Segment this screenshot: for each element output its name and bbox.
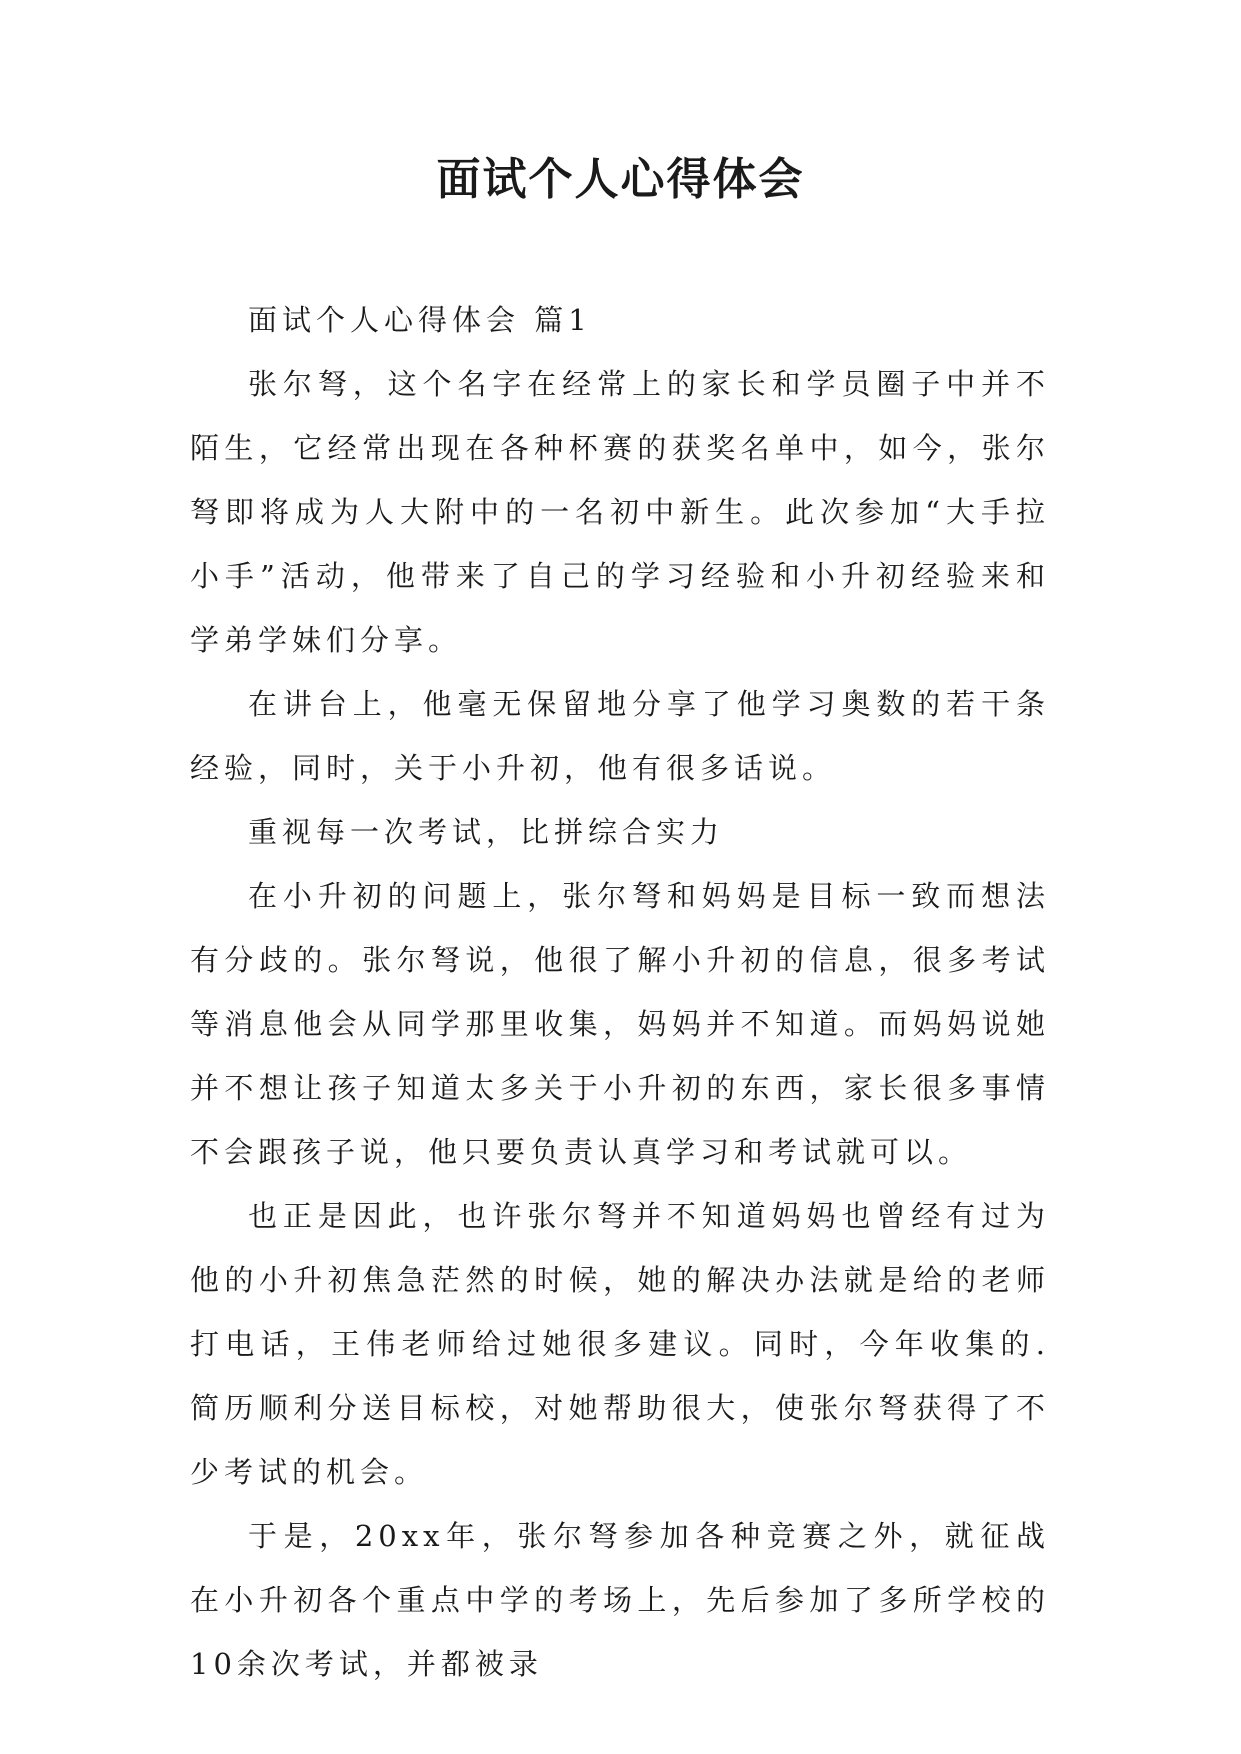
- paragraph: 于是，20xx年，张尔弩参加各种竞赛之外，就征战在小升初各个重点中学的考场上，先后参加了多所学校的10余次考试，并都被录: [190, 1519, 1050, 1681]
- paragraph: 在讲台上，他毫无保留地分享了他学习奥数的若干条经验，同时，关于小升初，他有很多话说。: [190, 687, 1050, 785]
- paragraph: 在小升初的问题上，张尔弩和妈妈是目标一致而想法有分歧的。张尔弩说，他很了解小升初的信息，很多考试等消息他会从同学那里收集，妈妈并不知道。而妈妈说她并不想让孩子知道太多关于小升初的东西，家长很多事情不会跟孩子说，他只要负责认真学习和考试就可以。: [190, 879, 1050, 1169]
- subheading: 重视每一次考试，比拼综合实力: [248, 815, 725, 849]
- paragraph: 也正是因此，也许张尔弩并不知道妈妈也曾经有过为他的小升初焦急茫然的时候，她的解决办法就是给的老师打电话，王伟老师给过她很多建议。同时，今年收集的.简历顺利分送目标校，对她帮助很大，使张尔弩获得了不少考试的机会。: [190, 1199, 1050, 1489]
- section-heading: 面试个人心得体会 篇1: [248, 303, 592, 337]
- document-title: 面试个人心得体会: [436, 154, 805, 205]
- paragraph: 张尔弩，这个名字在经常上的家长和学员圈子中并不陌生，它经常出现在各种杯赛的获奖名单中，如今，张尔弩即将成为人大附中的一名初中新生。此次参加“大手拉小手”活动，他带来了自己的学习经验和小升初经验来和学弟学妹们分享。: [190, 367, 1050, 657]
- document-body: [190, 288, 1050, 1696]
